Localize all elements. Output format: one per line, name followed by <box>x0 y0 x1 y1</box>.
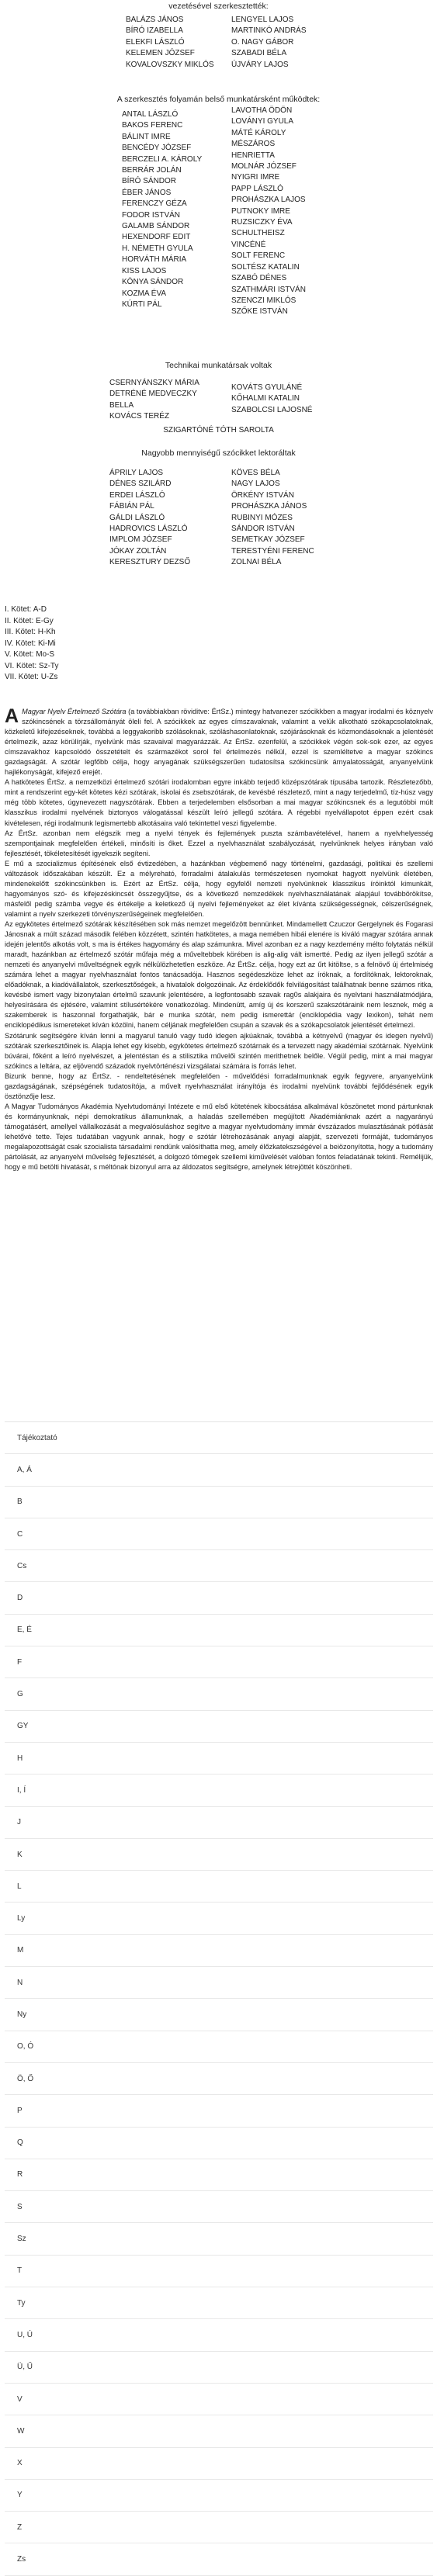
staff-name: VINCÉNÉ <box>231 240 266 249</box>
staff-name: H. NÉMETH GYULA <box>122 244 193 253</box>
editor-name: KOVALOVSZKY MIKLÓS <box>126 60 214 69</box>
editor-name: LENGYEL LAJOS <box>231 16 294 24</box>
staff-left-column <box>122 109 202 310</box>
volume-list <box>5 604 58 684</box>
toc-letter-item[interactable]: Ny <box>5 1999 433 2031</box>
staff-name: GALAMB SÁNDOR <box>122 222 190 231</box>
toc-letter-item[interactable]: G <box>5 1678 433 1710</box>
proofreader-name: ERDEI LÁSZLÓ <box>109 490 165 500</box>
toc-letter-item[interactable]: S <box>5 2191 433 2223</box>
editors-right-column <box>231 15 307 71</box>
intro-paragraph: Az ÉrtSz. azonban nem elégszik meg a nyelvi tények és fejlemények puszta számbavételével, hanem a nyelvhelyesség szempontjainak megfelelően értékeli, minősíti is őket. Ezzel a nyelvhasználat szabályozását, nyelvünknek helyes irányban való fejlesztését, tökéletesítését igyekszik segíteni. <box>5 829 433 857</box>
editors-left-column <box>126 15 214 71</box>
letter-index <box>5 1421 433 2576</box>
staff-name: HENRIETTA <box>231 151 275 160</box>
staff-name: BERRÁR JOLÁN <box>122 166 182 175</box>
proofreader-name: FÁBIÁN PÁL <box>109 502 154 511</box>
toc-letter-item[interactable]: F <box>5 1646 433 1678</box>
volume-item: I. Kötet: A-D <box>5 605 47 614</box>
staff-name: PUTNOKY IMRE <box>231 206 290 216</box>
toc-letter-item[interactable]: R <box>5 2159 433 2191</box>
toc-letter-item[interactable]: A, Á <box>5 1454 433 1486</box>
toc-letter-item[interactable]: W <box>5 2415 433 2447</box>
staff-name: KÚRTI PÁL <box>122 299 162 309</box>
proofreader-name: HADROVICS LÁSZLÓ <box>109 525 188 534</box>
intro-text-span: (a továbbiakban röviditve: ÉrtSz.) mintegy hatvanezer szócikkben a magyar irodalmi és köznyelv szókincsének a törzsállományát öleli fel. A szócikkek az egyes címszavaknak, valamint a velük alkotható szókapcsolatoknak, közkeletű kifejezéseknek, továbbá a leggyakoribb szólásoknak, szóláshasonlatoknak, szójárásoknak és közmondásoknak a jelentését értelmezik, azaz körülírják, nyelvünk más szavaival magyarázzák. Az ÉrtSz. ezenfelül, a szócikkek végén sok-sok ezer, az egyes címszavakhoz kapcsolódó összetételt és származékot sorol fel értelmezés nélkül, ezzel is szemléltetve a magyar szókincs gazdagságát. A szótár legfőbb célja, hogy anyagának szükségszerűen tudatosítsa szókincsünk árnyalatosságát, anyanyelvünk hajlékonyságát, kifejező erejét. <box>5 708 433 777</box>
technical-staff-name: KŐHALMI KATALIN <box>231 394 300 403</box>
proofreader-name: ZOLNAI BÉLA <box>231 558 282 567</box>
toc-letter-item[interactable]: Ty <box>5 2287 433 2319</box>
toc-letter-item[interactable]: H <box>5 1743 433 1774</box>
toc-letter-item[interactable]: Q <box>5 2128 433 2159</box>
proofreader-name: PROHÁSZKA JÁNOS <box>231 502 307 511</box>
staff-name: LAVOTHA ÖDÖN <box>231 106 293 115</box>
intro-paragraph: E mű a szocializmus építésének első évtizedében, a hazánkban végbemenő nagy történelmi, gazdasági, politikai és szellemi változások időszakában készült. Ez a mélyreható, forradalmi átalakulás természetesen nyomokat hagyott nyelvünk életében, mindenekelőtt szókincsünkben is. Ezért az ÉrtSz. célja, hogy egyfelől nemzeti nyelvünknek klasszikus íróinktól kimunkált, hagyományos szó- és kifejezéskincsét összegyűjtse, és a következő nemzedékek nyelvhasználatának alapjául továbbörökítse, másfelől pedig számba vegye és értékelje a keletkező új nyelvi fejleményeket az élet kívánta szükségességnek, célszerűségnek, valamint a nyelv szerkezeti törvényszerűségeinek megfelelően. <box>5 859 433 918</box>
editor-name: SZABADI BÉLA <box>231 49 287 58</box>
staff-name: BAKOS FERENC <box>122 121 183 130</box>
staff-name: FERENCZY GÉZA <box>122 199 187 209</box>
toc-letter-item[interactable]: Cs <box>5 1550 433 1582</box>
toc-item-tajekoztato[interactable]: Tájékoztató <box>5 1422 433 1454</box>
proofreader-name: GÁLDI LÁSZLÓ <box>109 513 165 522</box>
staff-name: SZABÓ DÉNES <box>231 274 287 283</box>
toc-letter-item[interactable]: Ü, Ű <box>5 2352 433 2384</box>
staff-name: BÍRÓ SÁNDOR <box>122 177 177 186</box>
toc-letter-item[interactable]: D <box>5 1582 433 1614</box>
toc-letter-item[interactable]: V <box>5 2384 433 2415</box>
staff-name: SOLT FERENC <box>231 251 286 261</box>
intro-paragraph <box>5 707 433 777</box>
toc-letter-item[interactable]: E, É <box>5 1615 433 1646</box>
toc-letter-item[interactable]: Zs <box>5 2543 433 2575</box>
toc-letter-item[interactable]: T <box>5 2256 433 2287</box>
staff-name: SZATHMÁRI ISTVÁN <box>231 285 306 294</box>
proofreaders-left-column <box>109 468 190 569</box>
staff-name: SOLTÉSZ KATALIN <box>231 262 300 272</box>
technical-heading: Technikai munkatársak voltak <box>165 361 272 370</box>
technical-staff-name: BELLA <box>109 400 134 410</box>
toc-letter-item[interactable]: Ö, Ő <box>5 2063 433 2095</box>
toc-letter-item[interactable]: X <box>5 2448 433 2480</box>
proofreader-name: TERESTYÉNI FERENC <box>231 546 314 556</box>
editor-name: O. NAGY GÁBOR <box>231 37 294 47</box>
proofreader-name: ÁPRILY LAJOS <box>109 469 164 477</box>
editor-name: BALÁZS JÁNOS <box>126 16 184 24</box>
toc-letter-item[interactable]: I, Í <box>5 1774 433 1806</box>
staff-name: BERCZELI A. KÁROLY <box>122 154 203 164</box>
staff-name: BENCÉDY JÓZSEF <box>122 144 192 153</box>
toc-letter-item[interactable]: L <box>5 1871 433 1903</box>
staff-name: BÁLINT IMRE <box>122 132 171 141</box>
staff-name: PROHÁSZKA LAJOS <box>231 196 306 205</box>
staff-name: HORVÁTH MÁRIA <box>122 255 187 265</box>
toc-letter-item[interactable]: O, Ó <box>5 2031 433 2063</box>
volume-item: III. Kötet: H-Kh <box>5 628 56 636</box>
editor-name: MARTINKÓ ANDRÁS <box>231 26 307 36</box>
staff-name: ÉBER JÁNOS <box>122 188 172 197</box>
toc-letter-item[interactable]: Sz <box>5 2223 433 2255</box>
toc-letter-item[interactable]: N <box>5 1967 433 1999</box>
toc-letter-item[interactable]: Ly <box>5 1903 433 1934</box>
proofreader-name: KERESZTURY DEZSŐ <box>109 558 191 567</box>
dictionary-title: Magyar Nyelv Értelmező Szótára <box>22 708 127 715</box>
proofreader-name: SÁNDOR ISTVÁN <box>231 525 295 534</box>
toc-letter-item[interactable]: K <box>5 1839 433 1871</box>
editor-name: ELEKFI LÁSZLÓ <box>126 37 185 47</box>
staff-name: KISS LAJOS <box>122 266 167 275</box>
technical-left-column <box>109 378 199 423</box>
volume-item: VII. Kötet: U-Zs <box>5 673 58 681</box>
toc-letter-item[interactable]: Z <box>5 2512 433 2543</box>
volume-item: II. Kötet: E-Gy <box>5 616 54 625</box>
volume-item: VI. Kötet: Sz-Ty <box>5 661 59 670</box>
proofreader-name: SEMETKAY JÓZSEF <box>231 535 305 545</box>
proofreader-name: RUBINYI MÓZES <box>231 513 293 522</box>
staff-name: HEXENDORF EDIT <box>122 233 191 242</box>
toc-letter-item[interactable]: P <box>5 2095 433 2127</box>
proofreader-name: DÉNES SZILÁRD <box>109 480 172 489</box>
intro-paragraph: A hatkötetes ÉrtSz. a nemzetközi értelmező szótári irodalomban egyre inkább terjedő középszótárak típusába tartozik. Részletezőbb, mint a rendszerint egy-két kötetes kézi szótárak, iskolai és zsebszótárak, de kevésbé részletező, mint a nagy terjedelmű, tíz-húsz vagy még több kötetes, úgynevezett nagyszótárak. Ebben a terjedelemben elsősorban a mai magyar szókincsnek és a legutóbbi múlt klasszikus irodalmi nyelvének biztonyos válogatással készült leíró jellegű szótára. A régebbi nyelvállapotot éppen ezért csak kivételesen, régi irodalmunk legismertebb alkotásaira való tekintettel veszi figyelembe. <box>5 778 433 827</box>
toc-letter-item[interactable]: GY <box>5 1711 433 1743</box>
technical-staff-name: KOVÁTS GYULÁNÉ <box>231 383 303 392</box>
staff-name: PAPP LÁSZLÓ <box>231 184 283 193</box>
technical-right-column <box>231 383 312 416</box>
proofreaders-right-column <box>231 468 314 569</box>
staff-name: MÉSZÁROS <box>231 140 276 149</box>
dropcap-letter: A <box>5 705 19 727</box>
editor-name: KELEMEN JÓZSEF <box>126 49 195 58</box>
technical-staff-name: KOVÁCS TERÉZ <box>109 412 170 421</box>
staff-name: ANTAL LÁSZLÓ <box>122 110 179 119</box>
staff-name: SCHULTHEISZ <box>231 229 285 238</box>
staff-name: LOVÁNYI GYULA <box>231 117 294 126</box>
staff-right-column <box>231 106 306 318</box>
editor-name: BÍRÓ IZABELLA <box>126 26 183 36</box>
technical-single-name: SZIGARTÓNÉ TÓTH SAROLTA <box>163 426 274 435</box>
intro-paragraph: Szótárunk segítségére kíván lenni a magyarul tanuló vagy tudó idegen ajkúaknak, továbbá a kétnyelvű (magyar és idegen nyelvű) szótárak szerkesztőinek is. Alapja lehet egy kisebb, egykötetes értelmező szótárnak és a tervezett nagy akadémiai szótárnak. Nyelvünk búvárai, főként a leíró nyelvészet, a jelentéstan és a stilisztika művelői szintén merithetnek belőle. Végül pedig, mint a mai magyar szókincs a leltára, az eljövendő századok nyelvtörténészi vizsgálatai számára is forrás lehet. <box>5 1031 433 1070</box>
technical-staff-name: DETRÉNÉ MEDVECZKY <box>109 390 197 399</box>
editor-name: ÚJVÁRY LAJOS <box>231 60 289 69</box>
intro-paragraph: A Magyar Tudományos Akadémia Nyelvtudományi Intézete e mű első kötetének kibocsátása alkalmával köszönetet mond pártunknak és kormányunknak, népi demokratikus államunknak, a haladás szellemében megújított Akadémiánknak azért a nagyarányú támogatásért, amellyel vállalkozását a megvalósuláshoz segítve a magyar nyelvtudomány immár évszázados mulasztásának pótlását lehetővé tette. Tejes tudatában vagyunk annak, hogy e szótár létrehozásának anyagi alapját, szervezeti formáját, tudományos megalapozottságát csak szocialista társadalmi rendünk valósíthatta meg, amely élőzkatekszségével a beiözonyította, hogy a tudomány pártolását, az anyanyelvi művelség fejlesztését, a dolgozó tömegek szellemi kiművelését valóban fontos feladatának tekinti. Remélijük, hogy e mű betölti hivatását, s méltónak bizonyul arra az áldozatos segítségre, amelynek létrejöttét köszönheti. <box>5 1102 433 1172</box>
toc-letter-item[interactable]: J <box>5 1807 433 1839</box>
staff-heading: A szerkesztés folyamán belső munkatársként működtek: <box>116 95 321 104</box>
proofreader-name: IMPLOM JÓZSEF <box>109 535 172 545</box>
intro-paragraph: Az egykötetes értelmező szótárak készítésében sok más nemzet megelőzött bennünket. Mindamellett Czuczor Gergelynek és Fogarasi Jánosnak a múlt század második felében közzétett, szintén hatkötetes, a maga nemében hibái elenére is kiváló magyar szótára annak idején jelentős alkotás volt, s ma is értékes hagyomány és alap számunkra. Mivel azonban ez a nagy kezdemény mélto folytatás nélkül maradt, hazánkban az értelmező szótár műfaja még a műveltebbek körében is alig-alig vált ismertté. Pedig az ilyen jellegű szótár a nemzeti és anyanyelvi műveltségnek egyik nélkülözhetetlen eszköze. Az ÉrtSz. célja, hogy ezt az űrt kitöltse, s a felnövő új értelmiség számára lehet a magyar nyelvhasználat fontos tanácsadója. Hasznos segédeszköze lehet az íróknak, a fordítóknak, lektoroknak, előadóknak, a kiadóvállalatok, szerkesztőségek, a hivatalok dolgozóinak. Az érdeklődők felvilágosítást találhatnak benne számos ritka, kevésbé ismert vagy bizonytalan értelmű szavunk jelentésére, a legfontosabb szavak rag0s alakjaira és nyelvtani használatmódjára, helyesírására és ejtésére, valamint stílusértékére vonatkozólag. Mindenütt, amíg új és korszerű szakszótáraink nem lesznek, még a szakemberek is haszonnal forgathatják, bár e munka szótár, nem pedig ismerettár (enciklopédia vagy lexikon), tehát nem enciklopédikus ismereteket kíván közölni, hanem céljának megfelelően csupán a szavak és a szókapcsolatok jelentését értelmezi. <box>5 919 433 1030</box>
staff-name: FODOR ISTVÁN <box>122 210 181 220</box>
proofreader-name: NAGY LAJOS <box>231 480 280 489</box>
proofreader-name: JÓKAY ZOLTÁN <box>109 546 167 556</box>
staff-name: NYIGRI IMRE <box>231 173 280 182</box>
intro-paragraph: Bizunk benne, hogy az ÉrtSz. - rendeltetésének megfelelően - művelődési forradalmunknak egyik fegyvere, anyanyelvünk gazdagságának, szépségének tudatosítója, a művelt nyelvhasználat irányítója és irodalmi nyelvünk további fejlődésének egyik ösztönzője lesz. <box>5 1072 433 1100</box>
editors-heading: vezetésével szerkesztették: <box>168 2 269 11</box>
staff-name: RUZSICZKY ÉVA <box>231 218 293 227</box>
volume-item: V. Kötet: Mo-S <box>5 650 55 659</box>
staff-name: SZENCZI MIKLÓS <box>231 296 297 305</box>
staff-name: SZŐKE ISTVÁN <box>231 307 288 317</box>
proofreader-name: KÖVES BÉLA <box>231 469 280 477</box>
volume-item: IV. Kötet: Ki-Mi <box>5 639 56 648</box>
proofreader-name: ÖRKÉNY ISTVÁN <box>231 490 294 500</box>
toc-letter-item[interactable]: C <box>5 1518 433 1550</box>
toc-letter-item[interactable]: Y <box>5 2480 433 2512</box>
staff-name: KOZMA ÉVA <box>122 289 167 298</box>
proofreaders-heading: Nagyobb mennyiségű szócikket lektoráltak <box>141 448 296 458</box>
toc-letter-item[interactable]: M <box>5 1935 433 1967</box>
technical-staff-name: SZABOLCSI LAJOSNÉ <box>231 405 313 414</box>
staff-name: MÁTÉ KÁROLY <box>231 128 286 137</box>
toc-letter-item[interactable]: B <box>5 1487 433 1518</box>
toc-letter-item[interactable]: U, Ú <box>5 2319 433 2351</box>
intro-text <box>5 707 433 1172</box>
technical-staff-name: CSERNYÁNSZKY MÁRIA <box>109 379 199 387</box>
staff-name: MOLNÁR JÓZSEF <box>231 162 297 171</box>
staff-name: KÖNYA SÁNDOR <box>122 278 184 287</box>
